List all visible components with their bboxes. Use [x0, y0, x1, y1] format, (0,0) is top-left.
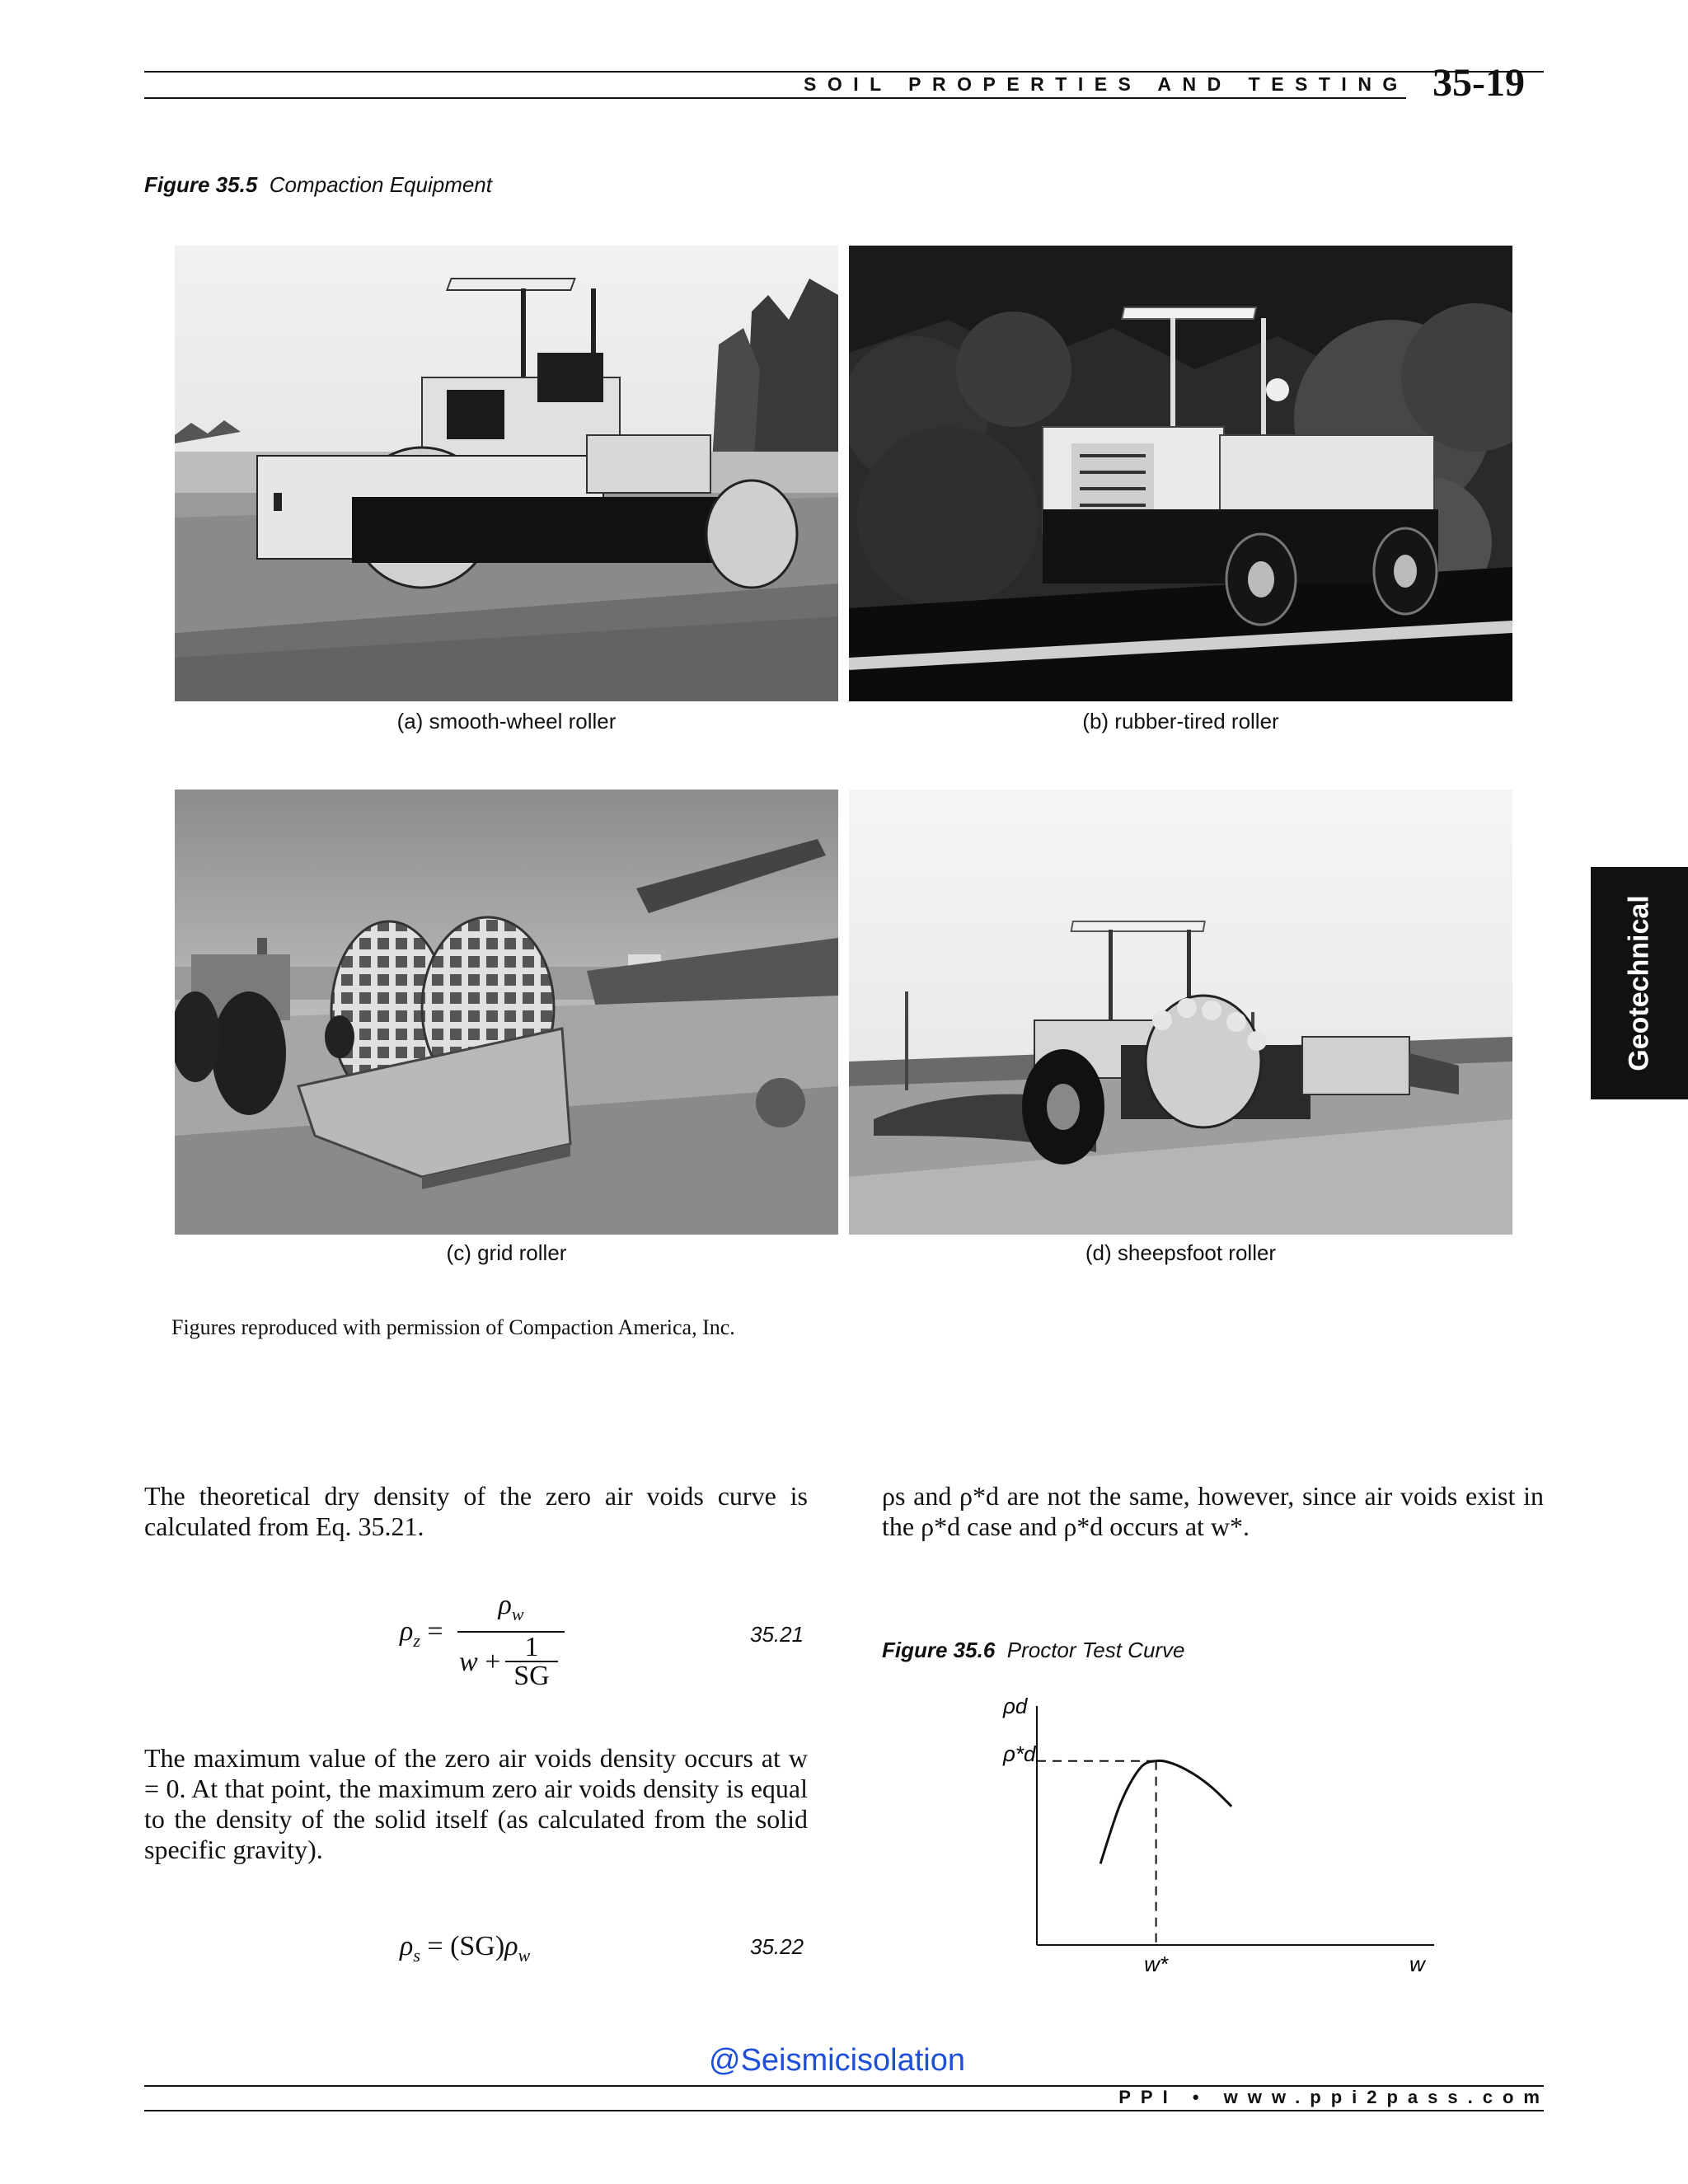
side-tab-label: Geotechnical: [1623, 895, 1655, 1071]
footer-publisher: PPI • www.ppi2pass.com: [1118, 2087, 1550, 2107]
photo-grid-roller: [175, 790, 838, 1235]
paragraph-density-comparison: ρs and ρ*d are not the same, however, since air voids exist in the ρ*d case and ρ*d occurs at w*.: [882, 1481, 1544, 1541]
figure-35-5-title: Compaction Equipment: [269, 172, 492, 197]
figure-35-6-title: Proctor Test Curve: [1006, 1638, 1185, 1662]
page-number: 35-19: [1432, 61, 1525, 105]
equation-35-21: $\rho_z$ = $\rho_w$ w + 1 SG: [400, 1591, 565, 1681]
figure-credit: Figures reproduced with permission of Compaction America, Inc.: [171, 1315, 735, 1339]
section-side-tab: [1591, 867, 1688, 1099]
running-head: SOIL PROPERTIES AND TESTING: [804, 73, 1409, 95]
figure-35-5-caption: [144, 171, 492, 198]
proctor-curve-line: [1100, 1760, 1231, 1863]
y-axis-label: ρd: [1003, 1694, 1028, 1718]
equation-35-22: $\rho_s = (SG)\rho_w$: [400, 1931, 531, 1966]
y-peak-label: ρ*d: [1003, 1741, 1036, 1766]
caption-rubber-tired-roller: (b) rubber-tired roller: [1082, 709, 1279, 733]
caption-grid-roller: (c) grid roller: [446, 1240, 567, 1265]
paragraph-zero-air-voids-intro: The theoretical dry density of the zero air voids curve is calculated from Eq. 35.21.: [144, 1481, 808, 1541]
photo-smooth-wheel-roller: [175, 246, 838, 701]
x-peak-label: w*: [1144, 1952, 1169, 1976]
proctor-test-curve-chart: [985, 1690, 1447, 1986]
equation-35-21-number: 35.21: [750, 1622, 804, 1647]
x-axis-label: w: [1409, 1952, 1425, 1976]
caption-smooth-wheel-roller: (a) smooth-wheel roller: [396, 709, 617, 733]
footer-rule-bottom: [144, 2110, 1544, 2111]
equation-35-22-number: 35.22: [750, 1934, 804, 1959]
watermark: @Seismicisolation: [709, 2043, 966, 2078]
photo-rubber-tired-roller: [849, 246, 1512, 701]
figure-35-6-label: Figure 35.6: [882, 1638, 996, 1662]
figure-35-6-caption: [882, 1637, 1185, 1663]
header-rule-bottom: [144, 97, 1406, 99]
figure-35-5-label: Figure 35.5: [144, 172, 258, 197]
caption-sheepsfoot-roller: (d) sheepsfoot roller: [1085, 1240, 1277, 1265]
paragraph-max-zero-air-voids: The maximum value of the zero air voids density occurs at w = 0. At that point, the maximum zero air voids density is equal to the density of the solid itself (as calculated from the solid specific gravity).: [144, 1743, 808, 1864]
photo-sheepsfoot-roller: [849, 790, 1512, 1235]
